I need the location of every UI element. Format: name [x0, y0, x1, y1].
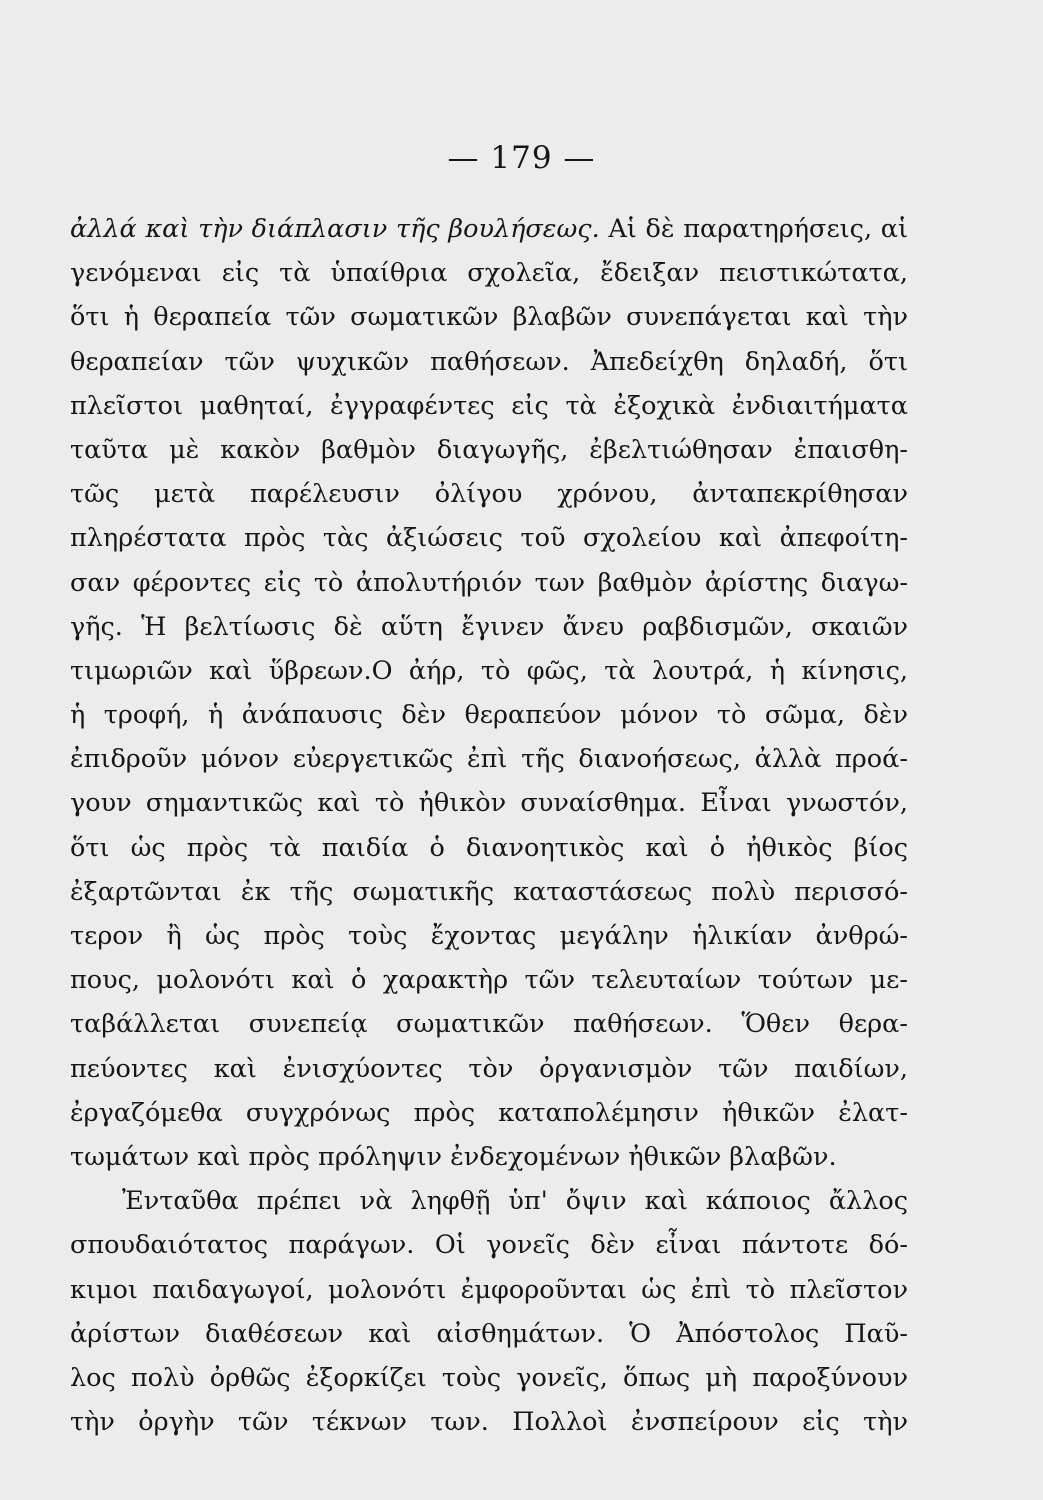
- text-line: ὅτι ἡ θεραπεία τῶν σωματικῶν βλαβῶν συνεπάγεται καὶ τὴν: [70, 302, 908, 333]
- text-line: τὴν ὀργὴν τῶν τέκνων των. Πολλοὶ ἐνσπείρουν εἰς τὴν: [70, 1407, 908, 1438]
- page-number: — 179 —: [447, 140, 596, 176]
- text-line: ὅτι ὡς πρὸς τὰ παιδία ὁ διανοητικὸς καὶ ὁ ἠθικὸς βίος: [70, 832, 908, 863]
- text-line: σαν φέροντες εἰς τὸ ἀπολυτήριόν των βαθμὸν ἀρίστης διαγω-: [70, 567, 908, 598]
- text-line: ἐπιδροῦν μόνον εὐεργετικῶς ἐπὶ τῆς διανοήσεως, ἀλλὰ προά-: [70, 744, 908, 775]
- text-line: ταῦτα μὲ κακὸν βαθμὸν διαγωγῆς, ἐβελτιώθησαν ἐπαισθη-: [70, 434, 908, 465]
- text-line: πεύοντες καὶ ἐνισχύοντες τὸν ὀργανισμὸν τῶν παιδίων,: [70, 1053, 908, 1084]
- text-line: ἡ τροφή, ἡ ἀνάπαυσις δὲν θεραπεύον μόνον τὸ σῶμα, δὲν: [70, 700, 908, 731]
- text-line-1: [70, 207, 908, 251]
- text-line: ἐργαζόμεθα συγχρόνως πρὸς καταπολέμησιν ἠθικῶν ἐλατ-: [70, 1097, 908, 1128]
- text-line: ἐξαρτῶνται ἐκ τῆς σωματικῆς καταστάσεως πολὺ περισσό-: [70, 876, 908, 907]
- text-line: τῶς μετὰ παρέλευσιν ὀλίγου χρόνου, ἀνταπεκρίθησαν: [70, 479, 908, 510]
- text-line: ἀρίστων διαθέσεων καὶ αἰσθημάτων. Ὁ Ἀπόστολος Παῦ-: [70, 1318, 908, 1349]
- text-line: πληρέστατα πρὸς τὰς ἀξιώσεις τοῦ σχολείου καὶ ἀπεφοίτη-: [70, 523, 908, 554]
- text-line: ταβάλλεται συνεπείᾳ σωματικῶν παθήσεων. Ὅθεν θερα-: [70, 1009, 908, 1040]
- text-line: κιμοι παιδαγωγοί, μολονότι ἐμφοροῦνται ὡς ἐπὶ τὸ πλεῖστον: [70, 1274, 908, 1305]
- text-line: λος πολὺ ὀρθῶς ἐξορκίζει τοὺς γονεῖς, ὅπως μὴ παροξύνουν: [70, 1362, 908, 1393]
- text-line: γουν σημαντικῶς καὶ τὸ ἠθικὸν συναίσθημα. Εἶναι γνωστόν,: [70, 788, 908, 819]
- text-line: γῆς. Ἡ βελτίωσις δὲ αὕτη ἔγινεν ἄνευ ραβδισμῶν, σκαιῶν: [70, 611, 908, 642]
- text-line: πλεῖστοι μαθηταί, ἐγγραφέντες εἰς τὰ ἐξοχικὰ ἐνδιαιτήματα: [70, 390, 908, 421]
- paragraph-start-line: Ἐνταῦθα πρέπει νὰ ληφθῇ ὑπ' ὄψιν καὶ κάποιος ἄλλος: [122, 1186, 908, 1217]
- text-line: τιμωριῶν καὶ ὕβρεων.Ο ἀήρ, τὸ φῶς, τὰ λουτρά, ἡ κίνησις,: [70, 655, 908, 686]
- text-line-1-rest: Αἱ δὲ παρατηρήσεις, αἱ: [599, 214, 908, 244]
- text-line: πους, μολονότι καὶ ὁ χαρακτὴρ τῶν τελευταίων τούτων με-: [70, 965, 908, 996]
- text-line: θεραπείαν τῶν ψυχικῶν παθήσεων. Ἀπεδείχθη δηλαδή, ὅτι: [70, 346, 908, 377]
- text-line: τερον ἢ ὡς πρὸς τοὺς ἔχοντας μεγάλην ἡλικίαν ἀνθρώ-: [70, 921, 908, 951]
- body-text: [70, 207, 908, 1444]
- text-line: σπουδαιότατος παράγων. Οἱ γονεῖς δὲν εἶναι πάντοτε δό-: [70, 1230, 908, 1261]
- italic-phrase: ἀλλά καὶ τὴν διάπλασιν τῆς βουλήσεως.: [70, 214, 600, 244]
- text-line: γενόμεναι εἰς τὰ ὑπαίθρια σχολεῖα, ἔδειξαν πειστικώτατα,: [70, 258, 908, 289]
- text-line: τωμάτων καὶ πρὸς πρόληψιν ἐνδεχομένων ἠθικῶν βλαβῶν.: [70, 1141, 837, 1172]
